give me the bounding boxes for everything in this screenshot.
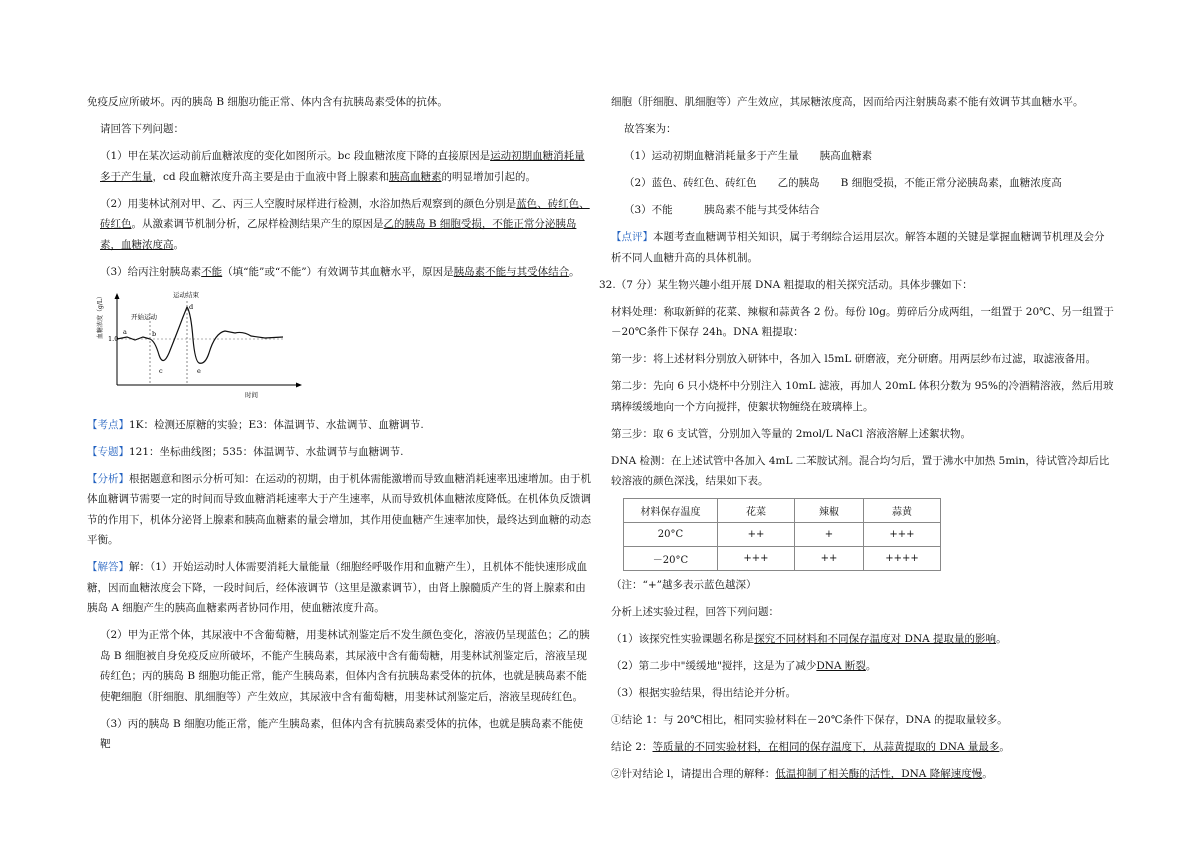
zhuanti-tag: 【专题】 [87, 445, 129, 458]
answer-blank: 运动初期血糖消耗量多于产生量 [100, 150, 585, 183]
explanation: ②针对结论 l，请提出合理的解释：低温抑制了相关酶的活性，DNA 降解速度慢。 [611, 768, 993, 780]
answer-blank: 低温抑制了相关酶的活性，DNA 降解速度慢 [775, 768, 983, 780]
jieda-tag: 【解答】 [87, 561, 129, 573]
answer-blank: 胰岛素不能与其受体结合 [453, 265, 570, 278]
answer-blank: 不能 [201, 265, 223, 278]
paragraph: 故答案为： [624, 123, 677, 135]
answer-line: （2）蓝色、砖红色、砖红色 乙的胰岛 B 细胞受损，不能正常分泌胰岛素，血糖浓度高 [624, 177, 1062, 189]
question-1: （1）甲在某次运动前后血糖浓度的变化如图所示。bc 段血糖浓度下降的直接原因是运动初期血糖消耗量多于产生量，cd 段血糖浓度升高主要是由于血液中肾上腺素和胰高血糖素的明显增加引起的。 [100, 150, 585, 183]
x-axis-label: 时间 [245, 390, 258, 399]
blood-glucose-chart [95, 289, 325, 409]
jieda: 【解答】解：（1）开始运动时人体需要消耗大量能量（细胞经呼吸作用和血糖产生），且机体不能快速形成血糖，因而血糖浓度会下降，一段时间后，经体液调节（这里是激素调节），由肾上腺髓质产生的肾上腺素和由胰岛 A 细胞产生的胰高血糖素两者协同作用，使血糖浓度升高。 [87, 561, 588, 614]
kaodian: 【考点】1K：检测还原糖的实验；E3：体温调节、水盐调节、血糖调节. [87, 418, 424, 431]
paragraph: 第三步：取 6 支试管，分别加入等量的 2mol/L NaCl 溶液溶解上述絮状物。 [611, 427, 972, 440]
question-32-2: （2）第二步中"缓缓地"搅拌，这是为了减少DNA 断裂。 [611, 660, 877, 672]
answer-blank: 胰高血糖素 [388, 170, 442, 183]
table-cell: －20°C [624, 547, 718, 571]
paragraph: 第二步：先向 6 只小烧杯中分别注入 10mL 滤液，再加人 20mL 体积分数为 95%的冷酒精溶液，然后用玻璃棒缓缓地向一个方向搅拌，使絮状物缠绕在玻璃棒上。 [611, 380, 1114, 413]
paragraph: （3）丙的胰岛 B 细胞功能正常，能产生胰岛素，但体内含有抗胰岛素受体的抗体，也就是胰岛素不能使靶 [100, 717, 584, 750]
y-axis-label: 血糖浓度（g/L） [97, 292, 104, 339]
conclusion-1: ①结论 1：与 20℃相比，相同实验材料在－20℃条件下保存，DNA 的提取量较多。 [611, 714, 1008, 726]
point-label: a [123, 327, 127, 336]
answer-line: （1）运动初期血糖消耗量多于产生量 胰高血糖素 [624, 150, 873, 162]
question-32-1: （1）该探究性实验课题名称是探究不同材料和不同保存温度对 DNA 提取量的影响。 [611, 633, 1007, 645]
start-label: 开始运动 [131, 312, 157, 321]
answer-blank: 乙的胰岛 B 细胞受损，不能正常分泌胰岛素，血糖浓度高 [100, 218, 577, 251]
point-label: e [197, 366, 201, 375]
y-axis-arrow [115, 293, 120, 299]
point-label: b [152, 329, 157, 338]
left-column [87, 92, 593, 761]
question-32: 32.（7 分）某生物兴趣小组开展 DNA 粗提取的相关探究活动。具体步骤如下： [599, 278, 973, 291]
question-3: （3）给丙注射胰岛素不能（填“能”或“不能”）有效调节其血糖水平，原因是胰岛素不能与其受体结合。 [100, 265, 580, 278]
answer-line: （3）不能 胰岛素不能与其受体结合 [624, 204, 820, 216]
point-label: d [189, 302, 194, 311]
dianping: 【点评】本题考查血糖调节相关知识，属于考纲综合运用层次。解答本题的关键是掌握血糖调节机理及会分析不同人血糖升高的具体机制。 [611, 231, 1105, 264]
question-32-3: （3）根据实验结果，得出结论并分析。 [611, 687, 797, 699]
paragraph: 分析上述实验过程，回答下列问题： [611, 606, 779, 618]
right-column [599, 92, 1114, 791]
table-header-cell: 材料保存温度 [624, 499, 718, 523]
answer-blank: 蓝色、砖红色、砖红色 [100, 197, 590, 230]
table-cell: +++ [864, 523, 941, 547]
x-axis-arrow [296, 382, 302, 387]
table-cell: ++ [795, 547, 864, 571]
point-label: c [159, 366, 163, 375]
dianping-tag: 【点评】 [611, 231, 653, 243]
table-header-cell: 辣椒 [795, 499, 864, 523]
table-header-row [624, 499, 941, 523]
table-cell: ++ [718, 523, 795, 547]
table-row [624, 547, 941, 571]
table-cell: ++++ [864, 547, 941, 571]
answer-blank: DNA 断裂 [816, 660, 866, 672]
answer-blank: 等质量的不同实验材料，在相同的保存温度下，从蒜黄提取的 DNA 量最多 [652, 741, 1000, 753]
fenxi: 【分析】根据题意和图示分析可知：在运动的初期，由于机体需能激增而导致血糖消耗速率迅速增加。由于机体血糖调节需要一定的时间而导致血糖消耗速率大于产生速率，从而导致机体血糖浓度降低。在机体负反馈调节的作用下，机体分泌肾上腺素和胰高血糖素的量会增加，其作用使血糖产生速率加快，最终达到血糖的动态平衡。 [87, 472, 591, 546]
paragraph: 材料处理：称取新鲜的花菜、辣椒和蒜黄各 2 份。每份 l0g。剪碎后分成两组，一组置于 20℃、另一组置于－20℃条件下保存 24h。DNA 粗提取： [611, 305, 1114, 338]
kaodian-tag: 【考点】 [87, 418, 129, 431]
y-tick-label: 1.0 [108, 334, 119, 343]
table-note: （注：“+”越多表示蓝色越深） [611, 579, 757, 591]
paragraph: DNA 检测：在上述试管中各加入 4mL 二苯胺试剂。混合均匀后，置于沸水中加热 5min，待试管冷却后比较溶液的颜色深浅，结果如下表。 [611, 454, 1110, 487]
end-label: 运动结束 [173, 290, 199, 299]
table-cell: + [795, 523, 864, 547]
paragraph: 第一步：将上述材料分别放入研钵中，各加入 l5mL 研磨液，充分研磨。用两层纱布过滤，取滤液备用。 [611, 353, 1097, 365]
zhuanti: 【专题】121：坐标曲线图；535：体温调节、水盐调节与血糖调节. [87, 445, 404, 458]
fenxi-tag: 【分析】 [87, 472, 129, 485]
table-cell: 20°C [624, 523, 718, 547]
table-header-cell: 花菜 [718, 499, 795, 523]
paragraph: （2）甲为正常个体，其尿液中不含葡萄糖，用斐林试剂鉴定后不发生颜色变化，溶液仍呈现蓝色；乙的胰岛 B 细胞被自身免疫反应所破坏，不能产生胰岛素，其尿液中含有葡萄糖，用斐林试剂鉴定后，溶液呈现砖红色；丙的胰岛 B 细胞功能正常，能产生胰岛素，但体内含有抗胰岛素受体的抗体，也就是胰岛素不能使靶细胞（肝细胞、肌细胞等）产生效应，其尿液中含有葡萄糖，用斐林试剂鉴定后，溶液呈现砖红色。 [100, 629, 590, 703]
conclusion-2: 结论 2：等质量的不同实验材料，在相同的保存温度下，从蒜黄提取的 DNA 量最多。 [611, 741, 1010, 753]
results-table [623, 498, 941, 571]
question-2: （2）用斐林试剂对甲、乙、丙三人空腹时尿样进行检测，水浴加热后观察到的颜色分别是蓝色、砖红色、砖红色。从激素调节机制分析，乙尿样检测结果产生的原因是乙的胰岛 B 细胞受损，不能正常分泌胰岛素，血糖浓度高。 [100, 197, 590, 251]
table-row [624, 523, 941, 547]
answer-blank: 探究不同材料和不同保存温度对 DNA 提取量的影响 [754, 633, 997, 645]
paragraph: 细胞（肝细胞、肌细胞等）产生效应，其尿糖浓度高，因而给丙注射胰岛素不能有效调节其血糖水平。 [611, 96, 1084, 108]
chart-svg [95, 289, 325, 409]
paragraph: 免疫反应所破坏。丙的胰岛 B 细胞功能正常、体内含有抗胰岛素受体的抗体。 [87, 96, 448, 108]
table-cell: +++ [718, 547, 795, 571]
paragraph: 请回答下列问题： [100, 123, 184, 135]
table-header-cell: 蒜黄 [864, 499, 941, 523]
